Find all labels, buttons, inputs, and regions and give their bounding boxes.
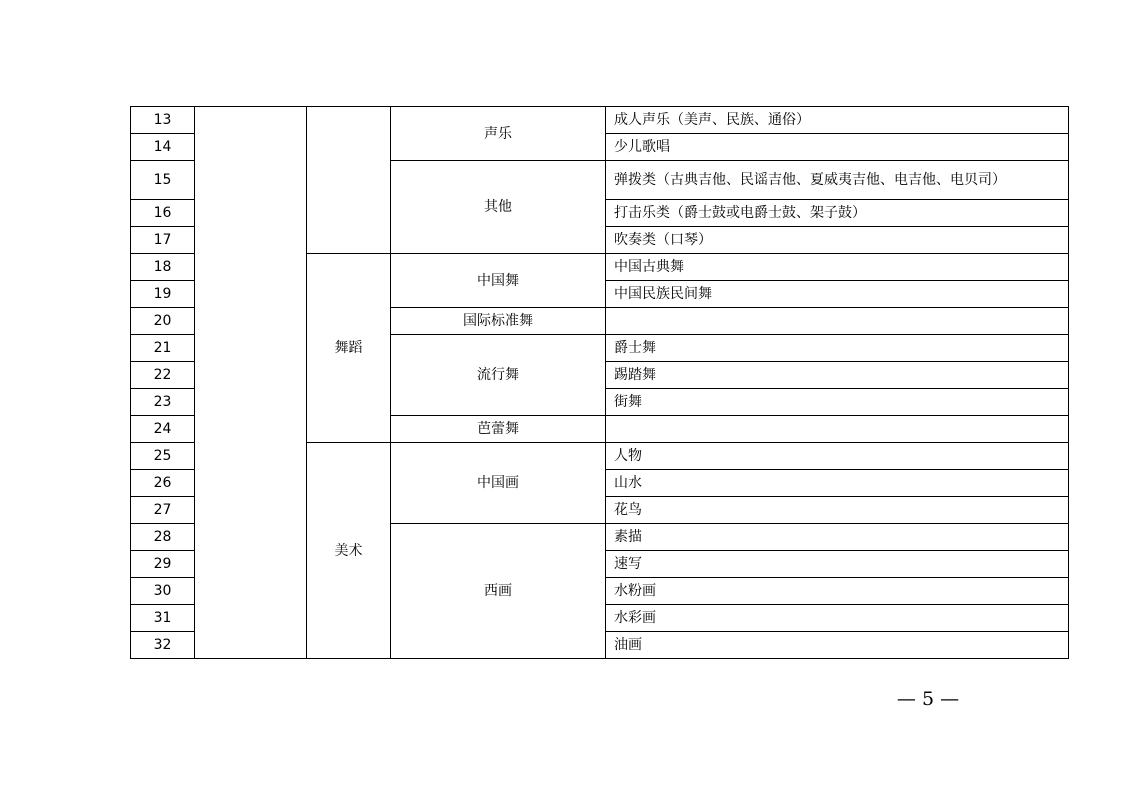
subcategory-cell: 流行舞 [391,335,606,416]
category-table [130,106,1069,659]
row-number: 26 [131,470,195,497]
row-number: 31 [131,605,195,632]
row-number: 21 [131,335,195,362]
row-number: 15 [131,161,195,200]
subcategory-cell: 其他 [391,161,606,254]
subcategory-cell: 声乐 [391,107,606,161]
row-number: 27 [131,497,195,524]
item-cell: 爵士舞 [606,335,1069,362]
row-number: 16 [131,200,195,227]
subcategory-cell: 中国舞 [391,254,606,308]
item-cell: 踢踏舞 [606,362,1069,389]
item-cell: 山水 [606,470,1069,497]
item-cell: 油画 [606,632,1069,659]
row-number: 24 [131,416,195,443]
subcategory-cell: 中国画 [391,443,606,524]
item-cell: 街舞 [606,389,1069,416]
item-cell: 弹拨类（古典吉他、民谣吉他、夏威夷吉他、电吉他、电贝司） [606,161,1069,200]
item-cell: 中国古典舞 [606,254,1069,281]
subcategory-cell: 芭蕾舞 [391,416,606,443]
subcategory-cell: 国际标准舞 [391,308,606,335]
row-number: 20 [131,308,195,335]
item-cell: 水粉画 [606,578,1069,605]
item-cell: 水彩画 [606,605,1069,632]
item-cell [606,308,1069,335]
item-cell: 人物 [606,443,1069,470]
item-cell: 中国民族民间舞 [606,281,1069,308]
subcategory-cell: 西画 [391,524,606,659]
category-cell: 舞蹈 [307,254,391,443]
item-cell: 速写 [606,551,1069,578]
table-row [131,107,1069,134]
row-number: 18 [131,254,195,281]
item-cell: 少儿歌唱 [606,134,1069,161]
page-number: — 5 — [896,688,960,710]
row-number: 14 [131,134,195,161]
row-number: 19 [131,281,195,308]
item-cell: 打击乐类（爵士鼓或电爵士鼓、架子鼓） [606,200,1069,227]
row-number: 22 [131,362,195,389]
row-number: 29 [131,551,195,578]
row-number: 28 [131,524,195,551]
row-number: 25 [131,443,195,470]
item-cell: 素描 [606,524,1069,551]
blank-merged-cell [195,107,307,659]
row-number: 17 [131,227,195,254]
blank-category-cell [307,107,391,254]
row-number: 13 [131,107,195,134]
item-cell [606,416,1069,443]
row-number: 32 [131,632,195,659]
row-number: 30 [131,578,195,605]
item-cell: 吹奏类（口琴） [606,227,1069,254]
category-cell: 美术 [307,443,391,659]
item-cell: 成人声乐（美声、民族、通俗） [606,107,1069,134]
row-number: 23 [131,389,195,416]
item-cell: 花鸟 [606,497,1069,524]
